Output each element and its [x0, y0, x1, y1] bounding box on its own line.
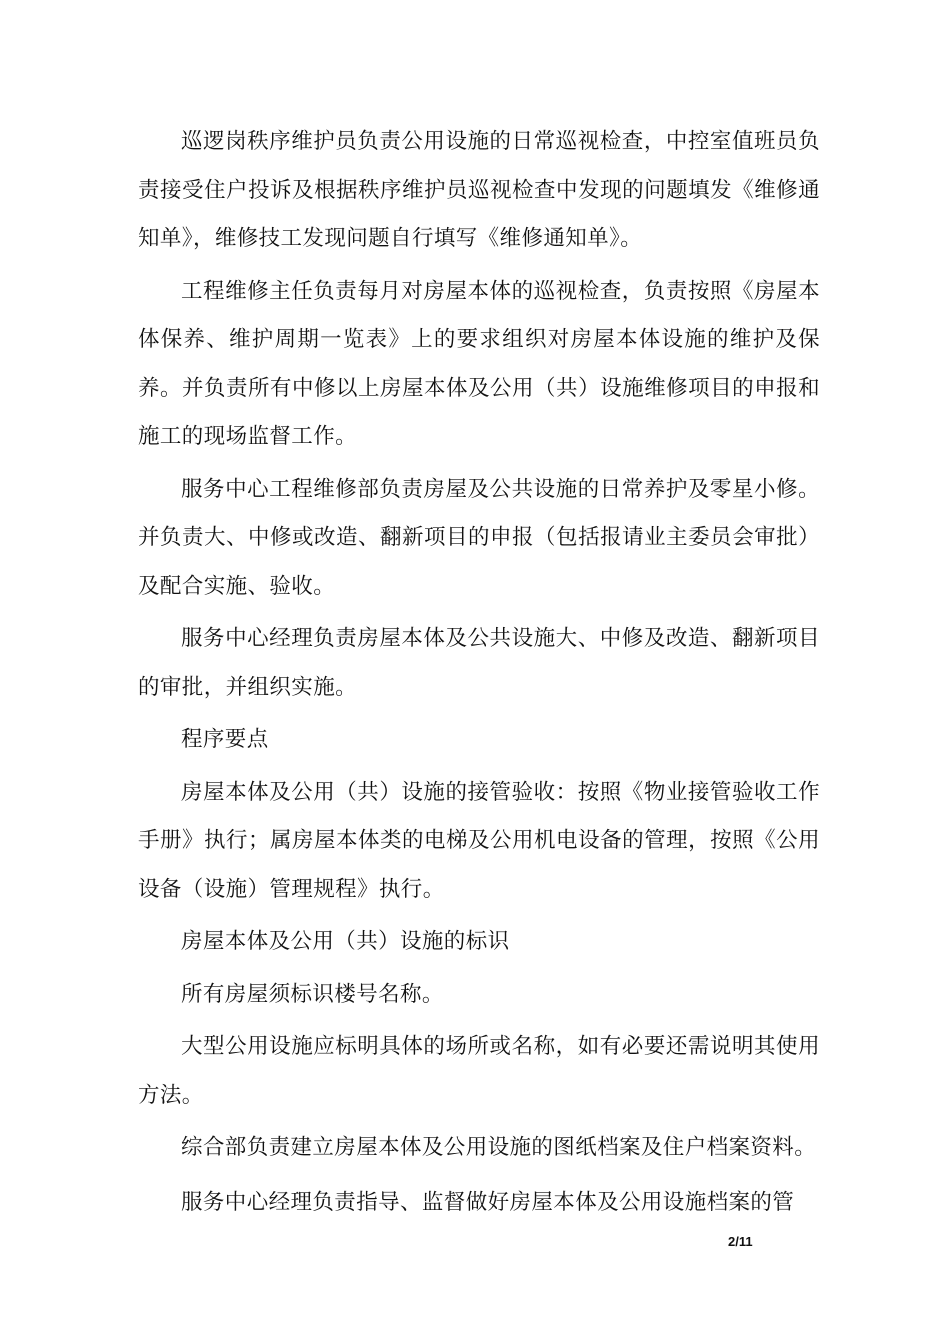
- paragraph-engineering-supervisor: 工程维修主任负责每月对房屋本体的巡视检查，负责按照《房屋本体保养、维护周期一览表》上的要求组织对房屋本体设施的维护及保养。并负责所有中修以上房屋本体及公用（共）设施维修项目的申报和施工的现场监督工作。: [138, 278, 820, 449]
- paragraph-center-manager-approval: 服务中心经理负责房屋本体及公共设施大、中修及改造、翻新项目的审批，并组织实施。: [138, 626, 820, 700]
- paragraph-building-labels: 所有房屋须标识楼号名称。: [181, 981, 444, 1007]
- document-body: [138, 118, 820, 1231]
- paragraph-patrol-duties: 巡逻岗秩序维护员负责公用设施的日常巡视检查，中控室值班员负责接受住户投诉及根据秩序维护员巡视检查中发现的问题填发《维修通知单》，维修技工发现问题自行填写《维修通知单》。: [138, 129, 820, 251]
- page-number: 2/11: [728, 1234, 753, 1249]
- paragraph-acceptance-inspection: 房屋本体及公用（共）设施的接管验收：按照《物业接管验收工作手册》执行；属房屋本体类的电梯及公用机电设备的管理，按照《公用设备（设施）管理规程》执行。: [138, 779, 820, 902]
- section-heading-identification: 房屋本体及公用（共）设施的标识: [181, 929, 510, 954]
- paragraph-maintenance-department: 服务中心工程维修部负责房屋及公共设施的日常养护及零星小修。并负责大、中修或改造、翻新项目的申报（包括报请业主委员会审批）及配合实施、验收。: [138, 476, 820, 599]
- paragraph-large-facilities: 大型公用设施应标明具体的场所或名称，如有必要还需说明其使用方法。: [138, 1034, 820, 1108]
- paragraph-archive-supervision: 服务中心经理负责指导、监督做好房屋本体及公用设施档案的管: [181, 1189, 795, 1215]
- section-heading-procedure-points: 程序要点: [181, 727, 269, 752]
- paragraph-archives: 综合部负责建立房屋本体及公用设施的图纸档案及住户档案资料。: [181, 1135, 817, 1160]
